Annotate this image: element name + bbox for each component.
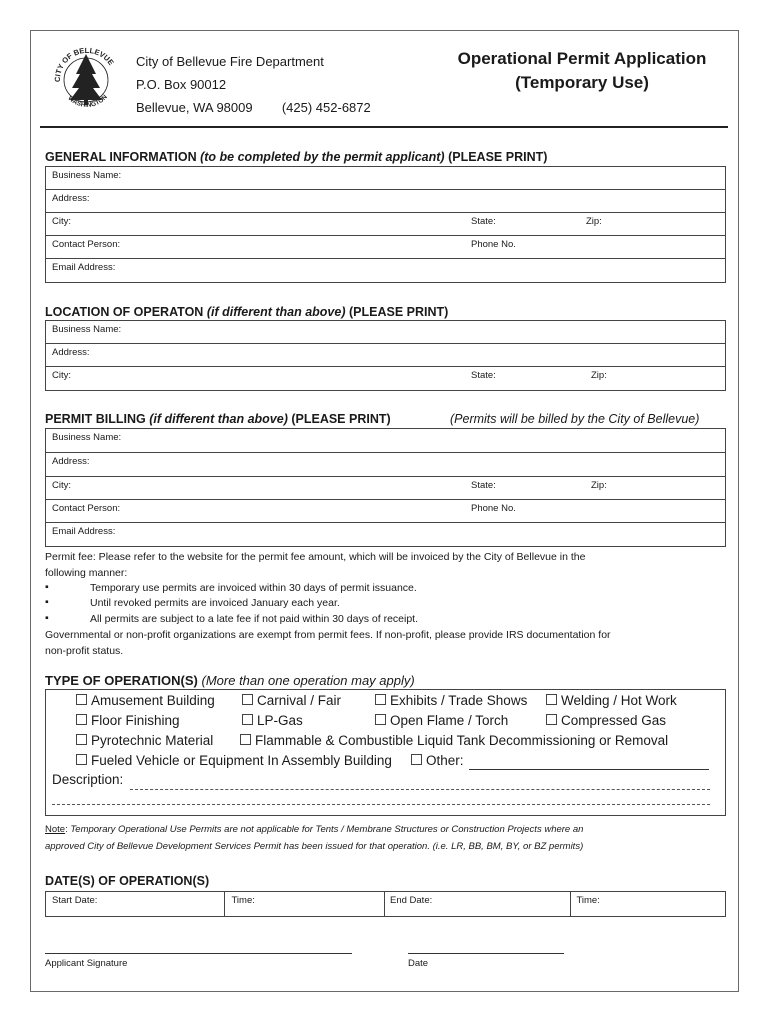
fee-bullet-text-1: Temporary use permits are invoiced within 30 days of permit issuance. xyxy=(90,582,417,594)
business-name-label: Business Name: xyxy=(52,170,122,181)
address-label: Address: xyxy=(52,347,90,358)
note-line1: Temporary Operational Use Permits are not applicable for Tents / Membrane Structures or Construction Projects where an xyxy=(70,824,584,835)
general-contact-row[interactable] xyxy=(46,236,725,259)
op-flammable-liquid-tank[interactable]: Flammable & Combustible Liquid Tank Decommissioning or Removal xyxy=(240,733,668,748)
state-label: State: xyxy=(471,370,496,381)
checkbox-icon[interactable] xyxy=(76,734,87,745)
date-line[interactable] xyxy=(408,953,564,954)
fee-exempt-line1: Governmental or non-profit organizations are exempt from permit fees. If non-profit, please provide IRS documentation for xyxy=(45,629,611,641)
address-label: Address: xyxy=(52,193,90,204)
billing-city-row[interactable] xyxy=(46,477,725,500)
fee-intro-line2: following manner: xyxy=(45,566,128,579)
op-lp-gas[interactable]: LP-Gas xyxy=(242,713,303,728)
start-time-label: Time: xyxy=(231,895,255,906)
dept-name: City of Bellevue Fire Department xyxy=(136,54,324,69)
billing-address-row[interactable] xyxy=(46,453,725,477)
op-fueled-vehicle[interactable]: Fueled Vehicle or Equipment In Assembly Building xyxy=(76,753,392,768)
fee-bullet-text-3: All permits are subject to a late fee if not paid within 30 days of receipt. xyxy=(90,613,419,625)
fee-exempt xyxy=(45,628,735,659)
end-date-label: End Date: xyxy=(390,895,433,906)
description-label: Description: xyxy=(52,772,124,787)
op-welding-hot-work[interactable]: Welding / Hot Work xyxy=(546,693,677,708)
general-info-box xyxy=(45,166,726,283)
fee-exempt-line2: non-profit status. xyxy=(45,644,124,657)
dates-section-title: DATE(S) OF OPERATION(S) xyxy=(45,874,210,888)
phone-label: Phone No. xyxy=(471,239,516,250)
op-amusement-building[interactable]: Amusement Building xyxy=(76,693,215,708)
checkbox-icon[interactable] xyxy=(76,754,87,765)
date-label: Date xyxy=(408,958,429,969)
fee-bullet-2: ▪ xyxy=(45,596,49,608)
dates-box xyxy=(45,891,726,917)
location-box xyxy=(45,320,726,391)
checkbox-icon[interactable] xyxy=(76,694,87,705)
end-date-cell[interactable] xyxy=(385,892,571,916)
address-label: Address: xyxy=(52,456,90,467)
city-line xyxy=(136,96,371,119)
city-label: City: xyxy=(52,370,71,381)
state-label: State: xyxy=(471,216,496,227)
zip-label: Zip: xyxy=(591,370,607,381)
fee-bullet-3: ▪ xyxy=(45,612,49,624)
title-line2: (Temporary Use) xyxy=(515,73,649,92)
checkbox-icon[interactable] xyxy=(242,694,253,705)
title-line1: Operational Permit Application xyxy=(457,49,707,68)
billing-section-title: PERMIT BILLING (if different than above) (PLEASE PRINT) xyxy=(45,412,391,426)
zip-label: Zip: xyxy=(591,480,607,491)
location-section-title: LOCATION OF OPERATON (if different than above) (PLEASE PRINT) xyxy=(45,305,449,319)
checkbox-icon[interactable] xyxy=(240,734,251,745)
checkbox-icon[interactable] xyxy=(546,694,557,705)
contact-label: Contact Person: xyxy=(52,503,121,514)
start-date-label: Start Date: xyxy=(52,895,98,906)
checkbox-icon[interactable] xyxy=(375,694,386,705)
location-address-row[interactable] xyxy=(46,344,725,367)
checkbox-icon[interactable] xyxy=(411,754,422,765)
header-address xyxy=(136,50,371,119)
location-city-row[interactable] xyxy=(46,367,725,390)
billing-contact-row[interactable] xyxy=(46,500,725,523)
general-address-row[interactable] xyxy=(46,190,725,213)
start-date-cell[interactable] xyxy=(46,892,225,916)
op-pyrotechnic-material[interactable]: Pyrotechnic Material xyxy=(76,733,213,748)
start-time-cell[interactable] xyxy=(225,892,385,916)
op-other[interactable]: Other: xyxy=(411,753,464,768)
op-carnival-fair[interactable]: Carnival / Fair xyxy=(242,693,341,708)
checkbox-icon[interactable] xyxy=(76,714,87,725)
signature-label: Applicant Signature xyxy=(45,958,128,969)
op-open-flame-torch[interactable]: Open Flame / Torch xyxy=(375,713,508,728)
fee-intro-line1: Permit fee: Please refer to the website for the permit fee amount, which will be invoiced by the City of Bellevue in the xyxy=(45,551,586,563)
city-state-zip: Bellevue, WA 98009 xyxy=(136,100,253,115)
note-block: Note: Temporary Operational Use Permits are not applicable for Tents / Membrane Structures or Construction Projects where an approved City of Bellevue Development Services Permit has been issued for that operation. (i.e. LR, BB, BM, BY, or BZ permits) xyxy=(45,821,735,855)
general-section-title: GENERAL INFORMATION (to be completed by the permit applicant) (PLEASE PRINT) xyxy=(45,150,548,164)
location-business-row[interactable] xyxy=(46,321,725,344)
email-label: Email Address: xyxy=(52,526,116,537)
contact-label: Contact Person: xyxy=(52,239,121,250)
operations-box xyxy=(45,689,726,816)
description-input-line-2[interactable] xyxy=(52,804,710,805)
other-input-line[interactable] xyxy=(469,769,709,770)
note-line2: approved City of Bellevue Development Services Permit has been issued for that operation. (i.e. LR, BB, BM, BY, or BZ permits) xyxy=(45,841,584,852)
business-name-label: Business Name: xyxy=(52,324,122,335)
op-compressed-gas[interactable]: Compressed Gas xyxy=(546,713,666,728)
fee-intro xyxy=(45,550,735,581)
phone-label: Phone No. xyxy=(471,503,516,514)
op-floor-finishing[interactable]: Floor Finishing xyxy=(76,713,180,728)
form-title xyxy=(440,47,724,95)
general-email-row[interactable] xyxy=(46,259,725,282)
email-label: Email Address: xyxy=(52,262,116,273)
billing-box xyxy=(45,428,726,547)
billing-note: (Permits will be billed by the City of Bellevue) xyxy=(450,412,700,426)
end-time-cell[interactable] xyxy=(571,892,725,916)
zip-label: Zip: xyxy=(586,216,602,227)
billing-business-row[interactable] xyxy=(46,429,725,453)
checkbox-icon[interactable] xyxy=(242,714,253,725)
header-rule xyxy=(40,126,728,128)
state-label: State: xyxy=(471,480,496,491)
description-input-line-1[interactable] xyxy=(130,789,710,790)
checkbox-icon[interactable] xyxy=(375,714,386,725)
general-city-row[interactable] xyxy=(46,213,725,236)
general-business-row[interactable] xyxy=(46,167,725,190)
po-box: P.O. Box 90012 xyxy=(136,77,227,92)
fee-bullet-text-2: Until revoked permits are invoiced January each year. xyxy=(90,597,340,609)
billing-email-row[interactable] xyxy=(46,523,725,546)
op-exhibits-trade-shows[interactable]: Exhibits / Trade Shows xyxy=(375,693,527,708)
dept-phone: (425) 452-6872 xyxy=(281,100,371,115)
city-label: City: xyxy=(52,480,71,491)
city-label: City: xyxy=(52,216,71,227)
end-time-label: Time: xyxy=(576,895,600,906)
seal-text-bottom: WASHINGTON xyxy=(66,93,109,109)
city-seal xyxy=(50,42,122,114)
signature-line[interactable] xyxy=(45,953,352,954)
operations-section-title: TYPE OF OPERATION(S) (More than one operation may apply) xyxy=(45,673,415,688)
note-label: Note xyxy=(45,824,66,835)
fee-bullet-1: ▪ xyxy=(45,581,49,593)
seal-text-top: CITY OF BELLEVUE xyxy=(52,45,116,83)
checkbox-icon[interactable] xyxy=(546,714,557,725)
business-name-label: Business Name: xyxy=(52,432,122,443)
